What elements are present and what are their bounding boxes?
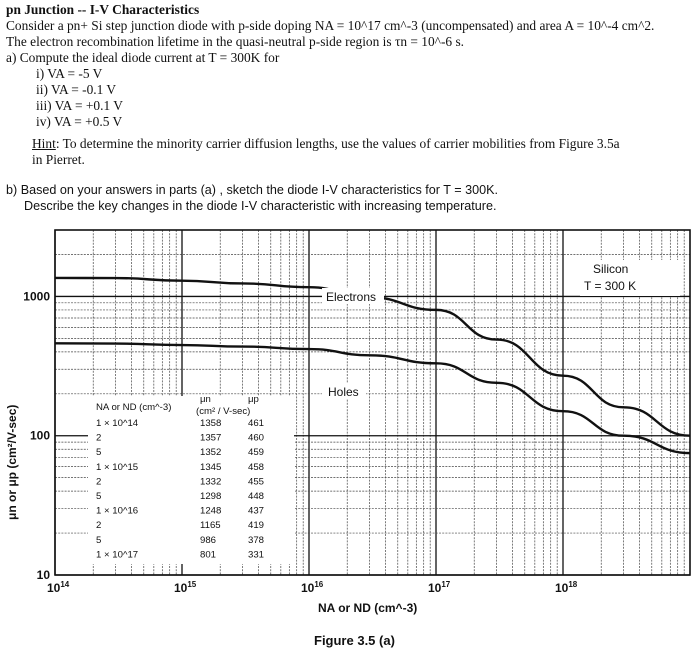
table-cell: 1 × 10^15 [96,461,139,473]
table-units: (cm² / V-sec) [196,406,251,417]
table-cell: 455 [248,476,265,488]
table-cell: 2 [96,476,102,488]
y-tick-label: 10 [36,568,50,582]
series-label-holes: Holes [328,385,359,399]
table-cell: 448 [248,491,265,502]
table-cell: 378 [248,534,265,546]
x-axis-label: NA or ND (cm^-3) [318,601,418,615]
hint [32,136,620,152]
case-item: iii) VA = +0.1 V [36,98,123,113]
table-cell: 1357 [200,432,222,444]
x-tick-label: $10^{16}$ [301,580,324,595]
hint-text: : To determine the minority carrier diffusion lengths, use the values of carrier mobilities from Figure 3.5a [55,136,620,151]
annotation-material: Silicon [593,262,629,276]
table-cell: 986 [200,534,217,546]
table-cell: 1 × 10^16 [96,505,139,517]
table-cell: 1345 [200,461,222,473]
table-cell: 461 [248,418,265,429]
part-a: a) Compute the ideal diode current at T = 300K for [6,50,280,65]
y-tick-label: 1000 [23,289,50,304]
part-b-cont: Describe the key changes in the diode I-V characteristic with increasing temperature. [24,199,497,213]
table-cell: 801 [200,549,217,561]
table-cell: 331 [248,549,265,561]
problem-intro: Consider a pn+ Si step junction diode with p-side doping NA = 10^17 cm^-3 (uncompensated) and area A = 10^-4 cm^2. [6,18,655,33]
table-cell: 1298 [200,491,222,502]
x-tick-label: $10^{17}$ [428,580,451,595]
table-cell: 1165 [200,520,221,532]
table-cell: 2 [96,432,102,444]
x-tick-label: $10^{14}$ [47,580,70,595]
table-cell: 1352 [200,447,222,459]
problem-title: pn Junction -- I-V Characteristics [6,2,200,17]
mobility-chart [0,220,700,655]
part-b: b) Based on your answers in parts (a) , sketch the diode I-V characteristics for T = 300K. [6,183,498,197]
case-item: i) VA = -5 V [36,66,103,81]
x-tick-label: $10^{18}$ [555,580,578,595]
y-tick-label: 100 [29,428,50,443]
table-cell: 1 × 10^14 [96,418,139,429]
table-cell: 2 [96,520,102,532]
case-item: iv) VA = +0.5 V [36,114,123,129]
series-label-electrons: Electrons [326,290,377,304]
table-cell: 1358 [200,418,222,429]
case-item: ii) VA = -0.1 V [36,82,117,97]
table-cell: 419 [248,520,265,532]
hint-text-cont: in Pierret. [32,152,85,167]
table-cell: 460 [248,432,265,444]
table-header: μp [248,394,259,405]
table-cell: 5 [96,491,102,502]
y-axis-label: μn or μp (cm²/V-sec) [5,404,19,520]
problem-lifetime: The electron recombination lifetime in the quasi-neutral p-side region is τn = 10^-6 s. [6,34,465,49]
table-cell: 1332 [200,476,222,488]
table-cell: 5 [96,447,102,459]
x-tick-label: $10^{15}$ [174,580,197,595]
annotation-temperature: T = 300 K [584,279,637,293]
table-cell: 5 [96,534,102,546]
table-cell: 1248 [200,505,222,517]
chart-title: Figure 3.5 (a) [314,633,395,648]
table-cell: 459 [248,447,265,459]
hint-label: Hint [32,136,56,151]
table-header: NA or ND (cm^-3) [96,402,172,413]
table-header: μn [200,394,211,405]
table-cell: 458 [248,461,265,473]
table-cell: 437 [248,505,265,517]
table-cell: 1 × 10^17 [96,549,139,561]
